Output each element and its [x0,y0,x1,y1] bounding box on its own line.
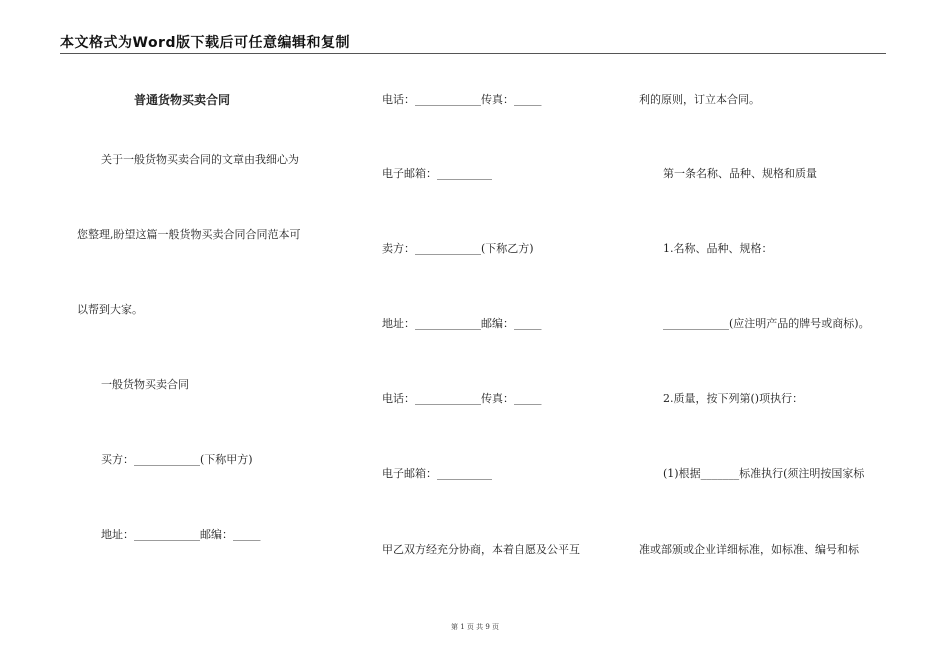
text-line: ____________(应注明产品的牌号或商标)。 [663,317,870,330]
document-title: 普通货物买卖合同 [134,93,231,107]
text-line: (1)根据_______标准执行(须注明按国家标 [663,467,865,480]
text-line: 1.名称、品种、规格： [663,242,773,255]
text-line: 关于一般货物买卖合同的文章由我细心为 [101,153,299,166]
text-line: 电话：____________传真：_____ [382,392,542,405]
column-2 [382,0,632,672]
page-number: 第 1 页 共 9 页 [450,623,500,631]
text-line: 准或部颁或企业详细标准，如标准、编号和标 [639,543,859,556]
text-line: 电子邮箱：__________ [382,467,492,480]
column-1 [77,0,337,672]
text-line: 以帮到大家。 [77,303,143,316]
document-banner: 本文格式为Word版下载后可任意编辑和复制 [60,35,350,51]
text-line: 第一条名称、品种、规格和质量 [663,167,817,180]
text-line: 您整理,盼望这篇一般货物买卖合同合同范本可 [77,228,301,241]
text-line: 地址：____________邮编：_____ [101,528,261,541]
text-line: 电子邮箱：__________ [382,167,492,180]
text-line: 电话：____________传真：_____ [382,93,542,106]
text-line: 买方：____________(下称甲方) [101,453,253,466]
text-line: 2.质量，按下列第()项执行： [663,392,804,405]
text-line: 甲乙双方经充分协商，本着自愿及公平互 [382,543,580,556]
text-line: 一般货物买卖合同 [101,378,189,391]
text-line: 利的原则，订立本合同。 [639,93,760,106]
text-line: 地址：____________邮编：_____ [382,317,542,330]
column-3 [639,0,889,672]
text-line: 卖方：____________(下称乙方) [382,242,534,255]
